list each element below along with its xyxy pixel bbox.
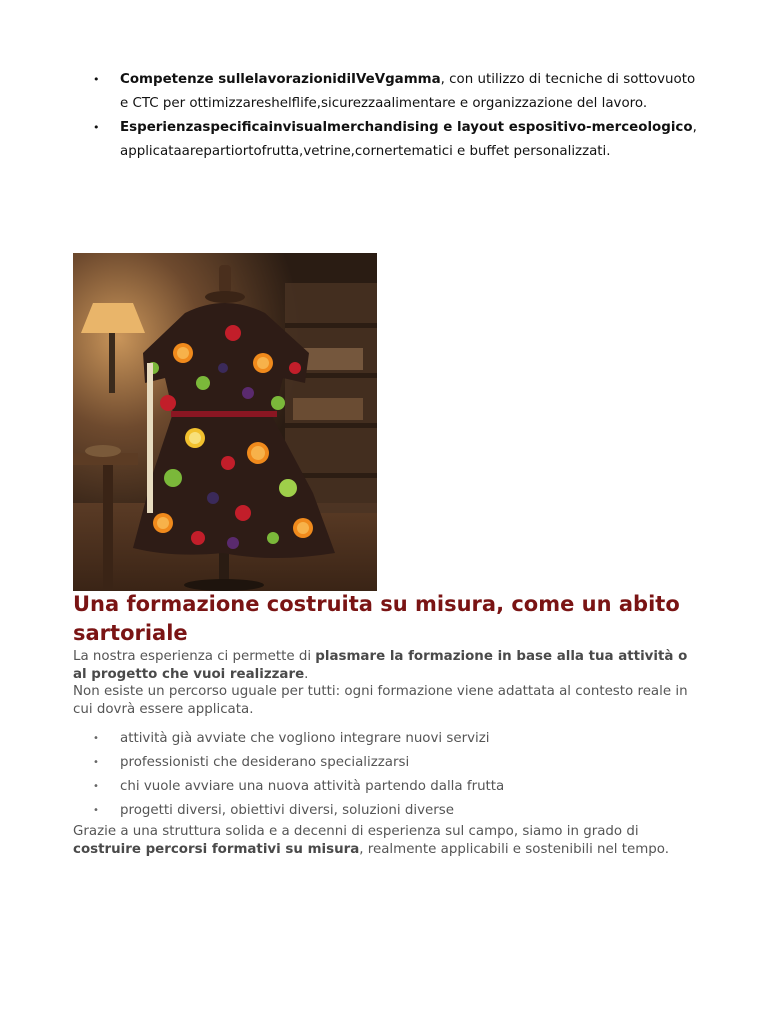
fruit-dress-image	[73, 253, 377, 591]
audience-list-item: • progetti diversi, obiettivi diversi, soluzioni diverse	[93, 799, 693, 823]
closing-text: Grazie a una struttura solida e a decenni di esperienza sul campo, siamo in grado di	[73, 824, 639, 839]
closing-highlight: costruire percorsi formativi su misura	[73, 842, 360, 857]
skill-description: , con utilizzo di tecniche di sottovuoto e CTC per ottimizzareshelflife,sicurezzaalimentare e organizzazione del lavoro.	[120, 72, 696, 111]
intro-period: .	[304, 667, 309, 682]
audience-list-item: • professionisti che desiderano specializzarsi	[93, 751, 693, 775]
audience-list	[93, 727, 693, 823]
skill-description: , applicataarepartiortofrutta,vetrine,cornertematici e buffet personalizzati.	[120, 120, 697, 159]
skill-title: Esperienzaspecificainvisualmerchandising e layout espositivo-merceologico	[120, 120, 693, 135]
skills-list-item	[93, 68, 703, 116]
intro-highlight: plasmare la formazione in base alla tua attività o al progetto che vuoi realizzare	[73, 649, 688, 682]
skill-title: Competenze sullelavorazionidiIVeVgamma	[120, 72, 441, 87]
audience-list-item: • attività già avviate che vogliono integrare nuovi servizi	[93, 727, 693, 751]
audience-list-item: • chi vuole avviare una nuova attività partendo dalla frutta	[93, 775, 693, 799]
closing-tail: , realmente applicabili e sostenibili nel tempo.	[359, 842, 670, 857]
closing-paragraph	[73, 823, 698, 859]
custom-path-paragraph: Non esiste un percorso uguale per tutti: ogni formazione viene adattata al contesto reale in cui dovrà essere applicata.	[73, 684, 688, 717]
intro-text: La nostra esperienza ci permette di	[73, 649, 316, 664]
section-heading: Una formazione costruita su misura, come un abito sartoriale	[73, 592, 680, 645]
skills-list	[93, 68, 703, 164]
intro-paragraph	[73, 648, 698, 684]
skills-list-item	[93, 116, 703, 164]
fruit-dress-illustration	[73, 253, 377, 591]
